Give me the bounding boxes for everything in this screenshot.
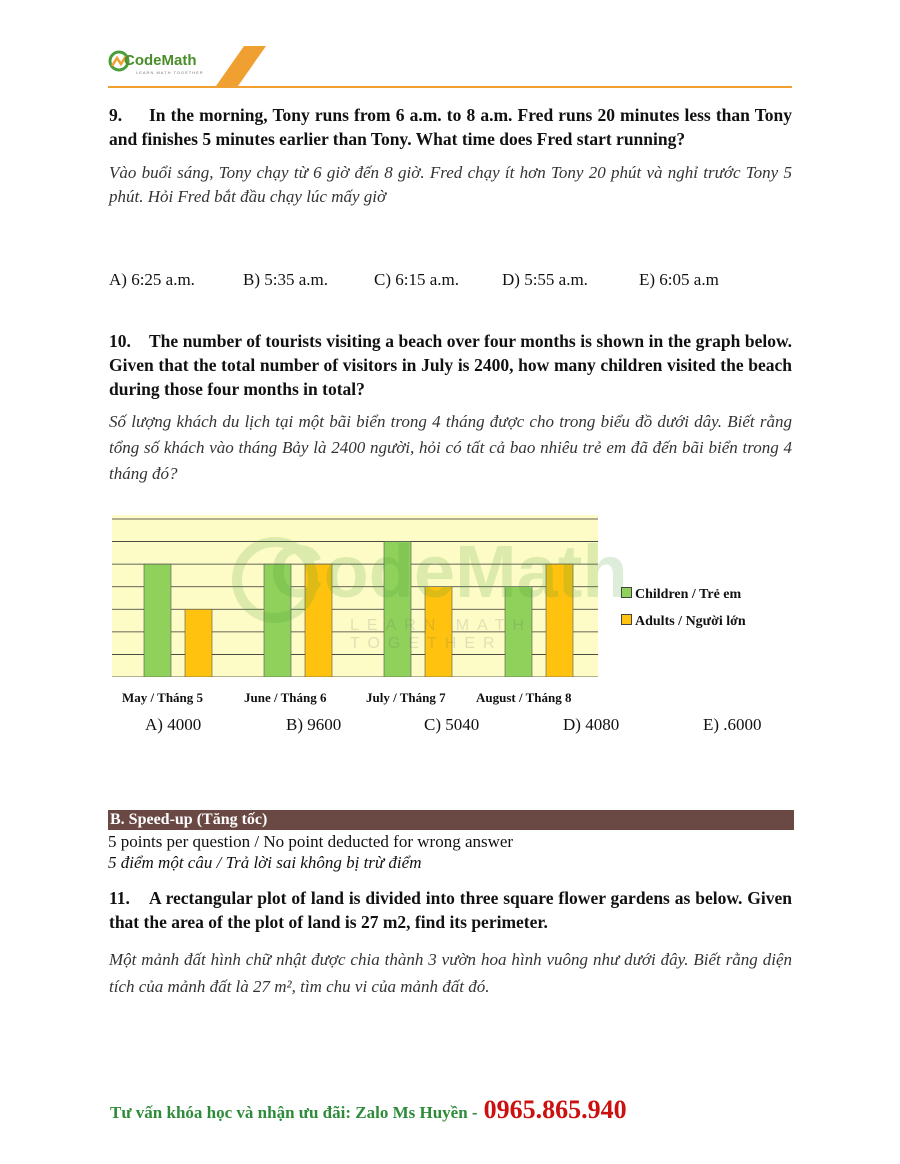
choice-d[interactable]: D) 5:55 a.m. <box>502 270 588 289</box>
legend-label-adults: Adults / Người lớn <box>635 614 746 629</box>
choice-c[interactable]: C) 5040 <box>424 715 480 734</box>
x-tick-label: June / Tháng 6 <box>244 690 327 705</box>
choice-e[interactable]: E) 6:05 a.m <box>639 270 719 289</box>
choice-b[interactable]: B) 9600 <box>286 715 342 734</box>
header-accent-icon <box>216 46 266 86</box>
header-divider <box>108 86 792 88</box>
bar-adults-2 <box>425 587 452 677</box>
question-9 <box>109 103 792 209</box>
bar-children-2 <box>384 542 411 677</box>
bar-chart <box>112 515 598 677</box>
legend-label-children: Children / Trẻ em <box>635 587 742 602</box>
question-11-number: 11. <box>109 888 130 908</box>
bar-adults-0 <box>185 609 212 677</box>
bar-children-3 <box>505 587 532 677</box>
footer-text: Tư vấn khóa học và nhận ưu đãi: Zalo Ms Huyền - <box>110 1103 478 1122</box>
section-b-title: B. Speed-up (Tăng tốc) <box>108 810 794 830</box>
section-b-points-en: 5 points per question / No point deducted for wrong answer <box>108 832 514 851</box>
question-10-text-vi: Số lượng khách du lịch tại một bãi biển trong 4 tháng được cho trong biểu đồ dưới dây. Biết rằng tổng số khách vào tháng Bảy là 2400 người, hỏi có tất cả bao nhiêu trẻ em đã đến bãi biển trong 4 tháng đó? <box>109 412 792 483</box>
choice-c[interactable]: C) 6:15 a.m. <box>374 270 459 289</box>
x-tick-label: May / Tháng 5 <box>122 690 204 705</box>
section-b-points-vi: 5 điểm một câu / Trả lời sai không bị trừ điểm <box>108 853 422 872</box>
choice-d[interactable]: D) 4080 <box>563 715 620 734</box>
logo-tagline: LEARN MATH TOGETHER <box>136 70 204 75</box>
choice-e[interactable]: E) .6000 <box>703 715 762 734</box>
legend-swatch-children <box>621 587 632 598</box>
question-9-text-vi: Vào buổi sáng, Tony chạy từ 6 giờ đến 8 giờ. Fred chạy ít hơn Tony 20 phút và nghỉ trước Tony 5 phút. Hỏi Fred bắt đầu chạy lúc mấy giờ <box>109 163 792 206</box>
x-tick-label: July / Tháng 7 <box>366 690 446 705</box>
x-tick-label: August / Tháng 8 <box>476 690 572 705</box>
bar-adults-1 <box>305 564 332 677</box>
bar-adults-3 <box>546 564 573 677</box>
bar-children-0 <box>144 564 171 677</box>
footer-phone[interactable]: 0965.865.940 <box>483 1095 627 1124</box>
bar-children-1 <box>264 564 291 677</box>
legend-item-adults <box>621 614 746 630</box>
question-11-text-en: 11. A rectangular plot of land is divided into three square flower gardens as below. Given that the area of the plot of land is 27 m2, find its perimeter. <box>109 888 792 932</box>
logo-text: CodeMath <box>124 52 197 69</box>
question-11 <box>109 886 792 1000</box>
footer <box>110 1095 627 1125</box>
legend-item-children <box>621 587 741 603</box>
question-9-text-en: 9. In the morning, Tony runs from 6 a.m. to 8 a.m. Fred runs 20 minutes less than Tony and finishes 5 minutes earlier than Tony. What time does Fred start running? <box>109 105 792 149</box>
question-10-text-en: 10. The number of tourists visiting a beach over four months is shown in the graph below. Given that the total number of visitors in July is 2400, how many children visited the beach during those four months in total? <box>109 331 792 399</box>
page-header <box>108 44 792 88</box>
question-9-number: 9. <box>109 105 123 125</box>
choice-a[interactable]: A) 4000 <box>145 715 202 734</box>
chart-plot <box>112 515 598 677</box>
question-10 <box>109 329 792 487</box>
question-10-number: 10. <box>109 331 131 351</box>
legend-swatch-adults <box>621 614 632 625</box>
choice-a[interactable]: A) 6:25 a.m. <box>109 270 195 289</box>
question-11-text-vi: Một mảnh đất hình chữ nhật được chia thành 3 vườn hoa hình vuông như dưới đây. Biết rằng diện tích của mảnh đất là 27 m², tìm chu vi của mảnh đất đó. <box>109 950 792 996</box>
choice-b[interactable]: B) 5:35 a.m. <box>243 270 328 289</box>
